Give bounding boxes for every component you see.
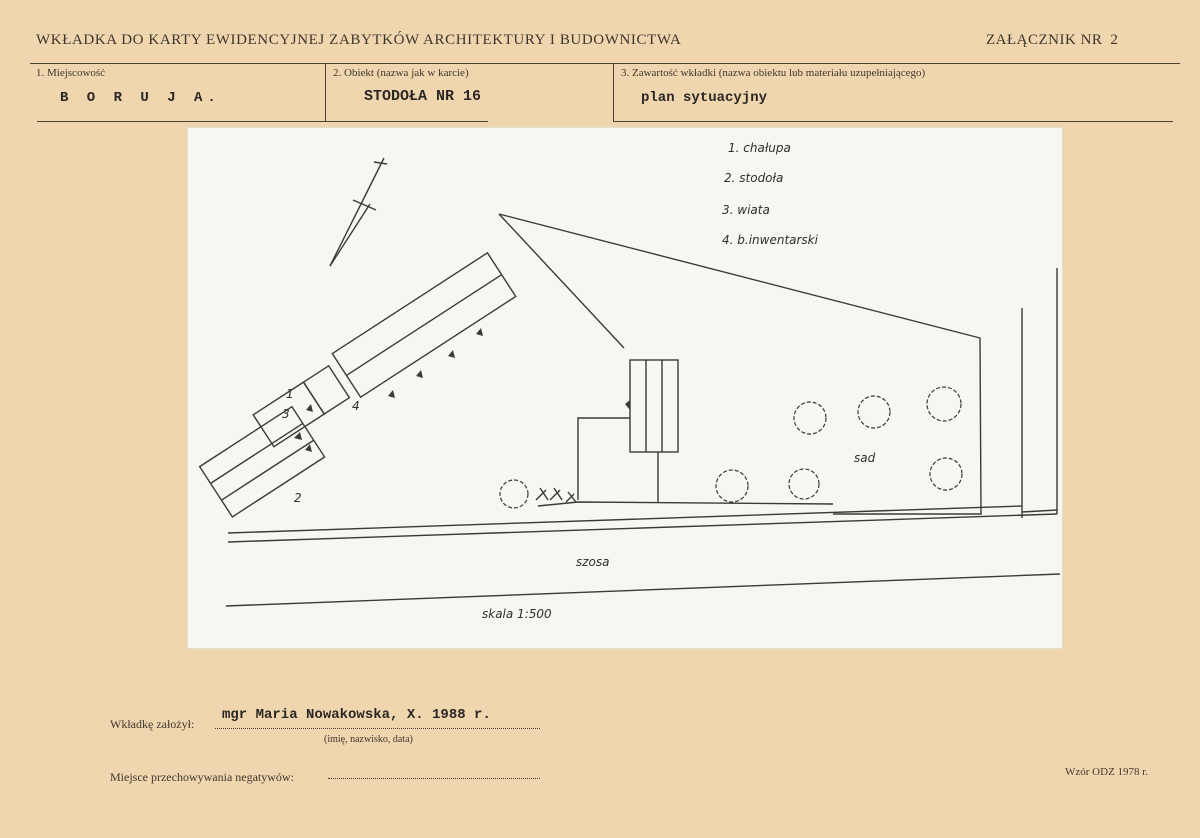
form-title: WKŁADKA DO KARTY EWIDENCYJNEJ ZABYTKÓW ARCHITEKTURY I BUDOWNICTWA xyxy=(36,32,682,48)
site-plan-photo xyxy=(188,128,1062,648)
field-underline-3 xyxy=(613,121,1173,122)
road-edge-south xyxy=(226,574,1060,606)
object-field-label: 2. Obiekt (nazwa jak w karcie) xyxy=(333,67,469,79)
field-underline-2 xyxy=(325,121,488,122)
site-plan-drawing xyxy=(188,128,1062,648)
annex-number: 2 xyxy=(1110,32,1119,48)
author-value: mgr Maria Nowakowska, X. 1988 r. xyxy=(222,707,491,723)
field-divider-2 xyxy=(613,63,614,121)
north-arrow-icon xyxy=(330,158,387,266)
legend-item-4: 4. b.inwentarski xyxy=(722,233,818,247)
building-number-2: 2 xyxy=(294,491,302,505)
field-divider-1 xyxy=(325,63,326,121)
legend-item-3: 3. wiata xyxy=(722,203,770,217)
property-boundary xyxy=(499,214,981,514)
building-number-3: 3 xyxy=(282,407,290,421)
location-field-label: 1. Miejscowość xyxy=(36,67,106,79)
content-field-label: 3. Zawartość wkładki (nazwa obiektu lub materiału uzupełniającego) xyxy=(621,67,926,79)
annex-label xyxy=(986,32,1118,49)
header-top-rule xyxy=(30,63,1180,64)
negatives-dotted-line xyxy=(328,768,540,779)
orchard-label: sad xyxy=(854,451,876,465)
building-4-outline xyxy=(332,253,515,397)
negatives-label: Miejsce przechowywania negatywów: xyxy=(110,770,294,784)
legend-item-1: 1. chałupa xyxy=(728,141,791,155)
object-value: STODOŁA NR 16 xyxy=(364,88,482,105)
author-hint: (imię, nazwisko, data) xyxy=(324,734,413,745)
field-underline-1 xyxy=(37,121,325,122)
building-number-1: 1 xyxy=(286,387,294,401)
building-2-outline xyxy=(200,407,325,517)
form-code: Wzór ODZ 1978 r. xyxy=(1065,766,1149,778)
legend-item-2: 2. stodoła xyxy=(724,171,784,185)
road-label: szosa xyxy=(576,555,610,569)
orchard-trees xyxy=(500,387,962,508)
location-value: B O R U J A. xyxy=(60,90,221,106)
annex-label-text: ZAŁĄCZNIK NR xyxy=(986,32,1103,48)
scale-label: skala 1:500 xyxy=(482,607,552,621)
author-label: Wkładkę założył: xyxy=(110,717,195,731)
farmhouse-outline xyxy=(578,360,678,502)
building-1-outline xyxy=(253,366,349,447)
building-number-4: 4 xyxy=(352,399,360,413)
entrance-markers xyxy=(294,328,483,452)
content-value: plan sytuacyjny xyxy=(641,90,768,106)
